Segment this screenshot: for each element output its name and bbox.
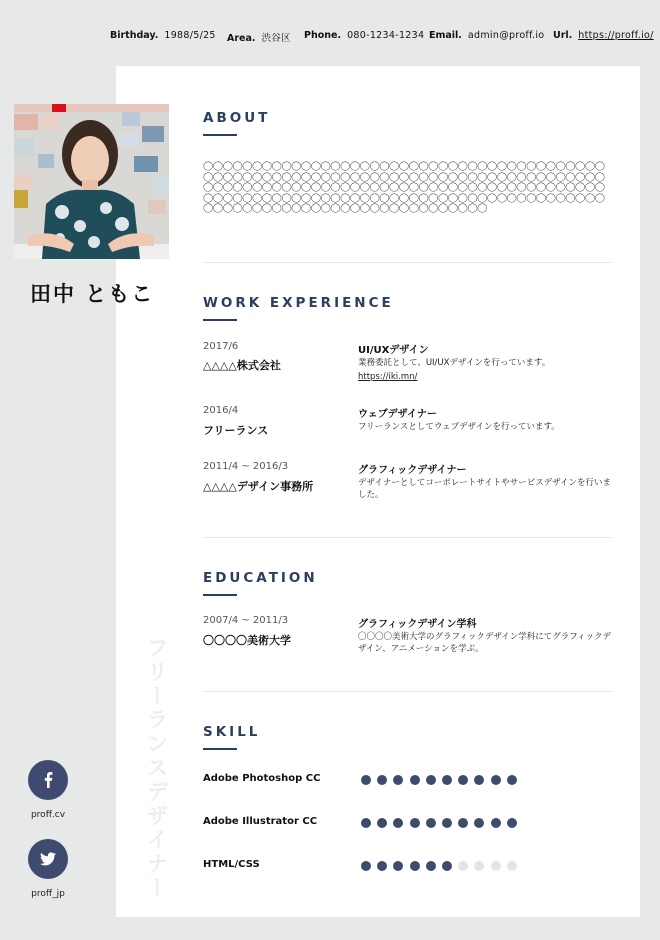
work-desc: 業務委託として、UI/UXデザインを行っています。	[358, 358, 551, 368]
skill-dot-filled	[410, 818, 420, 828]
work-desc: フリーランスとしてウェブデザインを行っています。	[358, 422, 560, 432]
about-text: 〇〇〇〇〇〇〇〇〇〇〇〇〇〇〇〇〇〇〇〇〇〇〇〇〇〇〇〇〇〇〇〇〇〇〇〇〇〇〇〇〇〇〇〇〇〇〇〇〇〇〇〇〇〇〇〇〇〇〇〇〇〇〇〇〇〇〇〇〇〇〇〇〇〇〇〇〇〇〇〇〇〇〇〇〇〇〇〇〇〇〇〇〇〇〇〇〇〇〇〇〇〇〇〇〇〇〇〇〇〇〇〇〇〇〇〇〇〇〇〇〇〇〇〇〇〇〇〇〇〇〇〇〇〇〇〇〇〇〇〇〇〇〇〇〇〇〇〇〇〇〇〇〇〇〇〇〇〇〇〇〇〇〇〇〇〇〇〇〇〇〇〇〇〇〇〇〇〇〇〇〇〇〇〇〇〇〇〇〇〇〇〇〇	[203, 161, 605, 216]
skill-rating	[361, 775, 523, 785]
skill-rating	[361, 818, 523, 828]
skill-dot-filled	[377, 775, 387, 785]
education-date: 2007/4 ~ 2011/3	[203, 615, 289, 626]
skill-dot-filled	[442, 775, 452, 785]
skill-dot-filled	[410, 775, 420, 785]
skill-dot-filled	[458, 818, 468, 828]
social-twitter	[28, 839, 68, 899]
skill-dot-filled	[474, 775, 484, 785]
work-date: 2011/4 ~ 2016/3	[203, 461, 289, 472]
facebook-handle[interactable]: proff.cv	[30, 810, 66, 820]
skill-dot-filled	[361, 818, 371, 828]
email-label: Email.	[429, 30, 462, 41]
profile-name: 田中 ともこ	[30, 282, 155, 306]
skill-underline	[203, 748, 237, 750]
social-facebook	[28, 760, 68, 820]
skill-dot-filled	[377, 818, 387, 828]
work-heading: WORK EXPERIENCE	[203, 295, 394, 311]
skill-dot-filled	[410, 861, 420, 871]
skill-dot-empty	[491, 861, 501, 871]
area-value: 渋谷区	[261, 33, 291, 44]
contact-area	[227, 30, 291, 44]
skill-name: Adobe Illustrator CC	[203, 816, 318, 827]
education-org: 〇〇〇〇美術大学	[203, 634, 291, 647]
work-org: △△△△株式会社	[203, 359, 281, 372]
section-divider	[203, 262, 612, 263]
work-org: フリーランス	[203, 424, 269, 437]
skill-dot-filled	[426, 818, 436, 828]
work-role: UI/UXデザイン	[358, 345, 429, 356]
skill-dot-filled	[442, 818, 452, 828]
contact-phone	[304, 30, 424, 41]
work-underline	[203, 319, 237, 321]
birthday-label: Birthday.	[110, 30, 159, 41]
work-desc: デザイナーとしてコーポレートサイトやサービスデザインを行いました。	[358, 478, 612, 500]
contact-bar	[0, 30, 660, 46]
skill-dot-filled	[393, 818, 403, 828]
email-value[interactable]: admin@proff.io	[467, 30, 545, 41]
skill-dot-filled	[491, 818, 501, 828]
url-link[interactable]: https://proff.io/	[578, 30, 654, 41]
section-divider	[203, 691, 612, 692]
skill-dot-filled	[377, 861, 387, 871]
skill-dot-filled	[458, 775, 468, 785]
about-underline	[203, 134, 237, 136]
skill-dot-filled	[442, 861, 452, 871]
education-desc: 〇〇〇〇美術大学のグラフィックデザイン学科にてグラフィックデザイン、アニメーションを学ぶ。	[358, 632, 612, 654]
education-role: グラフィックデザイン学科	[358, 619, 477, 630]
contact-birthday	[110, 30, 216, 41]
about-heading: ABOUT	[203, 110, 271, 126]
skill-dot-filled	[393, 861, 403, 871]
skill-rating	[361, 861, 523, 871]
contact-email	[429, 30, 544, 41]
profile-photo	[14, 104, 169, 259]
phone-value: 080-1234-1234	[347, 30, 425, 41]
facebook-button[interactable]	[28, 760, 68, 800]
education-heading: EDUCATION	[203, 570, 318, 586]
skill-name: HTML/CSS	[203, 859, 260, 870]
twitter-handle[interactable]: proff_jp	[31, 889, 65, 899]
twitter-button[interactable]	[28, 839, 68, 879]
skill-dot-empty	[458, 861, 468, 871]
work-date: 2016/4	[203, 405, 239, 416]
url-label: Url.	[553, 30, 573, 41]
vertical-title: フリーランスデザイナー	[143, 636, 168, 900]
work-role: ウェブデザイナー	[358, 409, 437, 420]
phone-label: Phone.	[304, 30, 342, 41]
birthday-value: 1988/5/25	[164, 30, 216, 41]
skill-dot-filled	[361, 861, 371, 871]
area-label: Area.	[227, 33, 256, 44]
skill-dot-filled	[361, 775, 371, 785]
skill-dot-filled	[426, 775, 436, 785]
skill-dot-filled	[426, 861, 436, 871]
skill-dot-filled	[507, 818, 517, 828]
work-org: △△△△デザイン事務所	[203, 480, 314, 493]
facebook-icon	[41, 772, 55, 788]
work-link[interactable]: https://iki.mn/	[358, 372, 418, 382]
education-underline	[203, 594, 237, 596]
skill-heading: SKILL	[203, 724, 261, 740]
skill-dot-filled	[474, 818, 484, 828]
skill-dot-filled	[393, 775, 403, 785]
section-divider	[203, 537, 612, 538]
work-date: 2017/6	[203, 341, 239, 352]
skill-name: Adobe Photoshop CC	[203, 773, 321, 784]
contact-url	[553, 30, 654, 41]
skill-dot-filled	[507, 775, 517, 785]
skill-dot-filled	[491, 775, 501, 785]
work-role: グラフィックデザイナー	[358, 465, 467, 476]
skill-dot-empty	[507, 861, 517, 871]
twitter-icon	[40, 852, 56, 866]
skill-dot-empty	[474, 861, 484, 871]
